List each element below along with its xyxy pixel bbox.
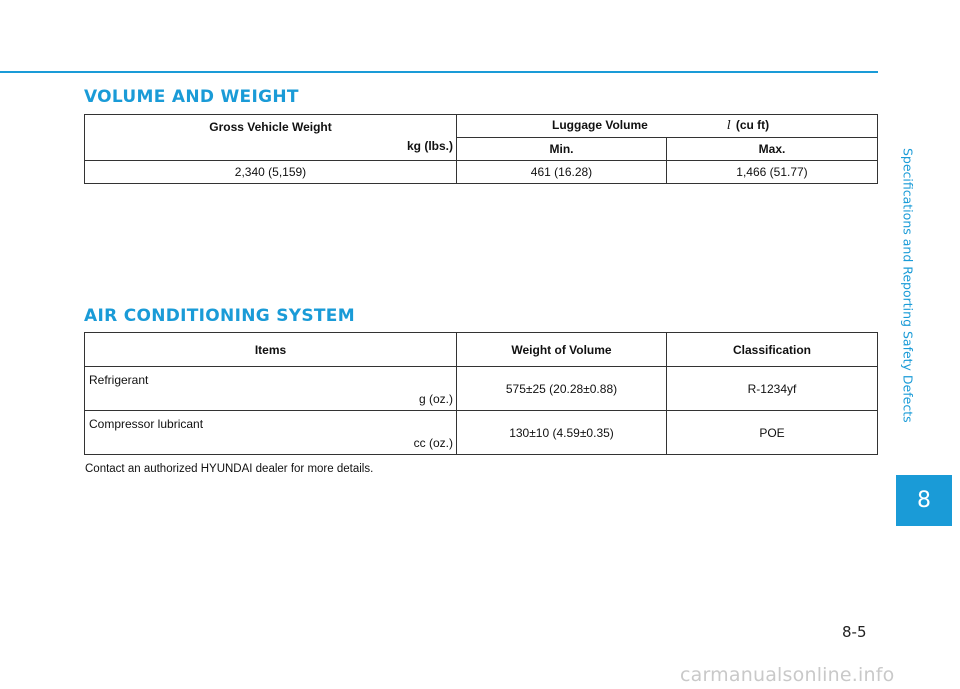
luggage-volume-header (457, 115, 878, 138)
chapter-tab: 8 (896, 475, 952, 526)
classification-header: Classification (667, 333, 878, 367)
max-volume-value: 1,466 (51.77) (667, 161, 878, 184)
gross-weight-header (85, 115, 457, 161)
luggage-volume-unit: (cu ft) (735, 118, 770, 132)
weight-header: Weight of Volume (457, 333, 667, 367)
min-volume-value: 461 (16.28) (457, 161, 667, 184)
item-name: Compressor lubricant (89, 417, 204, 431)
luggage-volume-unit-group (727, 118, 769, 132)
refrigerant-weight: 575±25 (20.28±0.88) (457, 367, 667, 411)
refrigerant-item (85, 367, 457, 411)
volume-weight-title: VOLUME AND WEIGHT (84, 87, 299, 107)
gross-weight-label: Gross Vehicle Weight (209, 120, 332, 134)
volume-weight-table (84, 114, 878, 184)
max-header: Max. (667, 138, 878, 161)
gross-weight-unit: kg (lbs.) (406, 139, 453, 153)
luggage-volume-label: Luggage Volume (552, 118, 648, 132)
table-row (85, 411, 878, 455)
item-unit: g (oz.) (418, 392, 453, 406)
top-rule (0, 71, 878, 73)
watermark: carmanualsonline.info (680, 664, 895, 686)
liter-symbol: l (727, 118, 731, 132)
side-chapter-title-wrap (900, 95, 916, 475)
table-row (85, 367, 878, 411)
refrigerant-class: R-1234yf (667, 367, 878, 411)
ac-system-title: AIR CONDITIONING SYSTEM (84, 306, 355, 326)
min-header: Min. (457, 138, 667, 161)
page-number: 8-5 (842, 623, 867, 641)
item-unit: cc (oz.) (413, 436, 453, 450)
gross-weight-value: 2,340 (5,159) (85, 161, 457, 184)
dealer-note: Contact an authorized HYUNDAI dealer for more details. (85, 463, 374, 475)
lubricant-class: POE (667, 411, 878, 455)
item-name: Refrigerant (89, 373, 149, 387)
lubricant-weight: 130±10 (4.59±0.35) (457, 411, 667, 455)
items-header: Items (85, 333, 457, 367)
ac-system-table (84, 332, 878, 455)
side-chapter-title: Specifications and Reporting Safety Defects (900, 147, 916, 423)
lubricant-item (85, 411, 457, 455)
